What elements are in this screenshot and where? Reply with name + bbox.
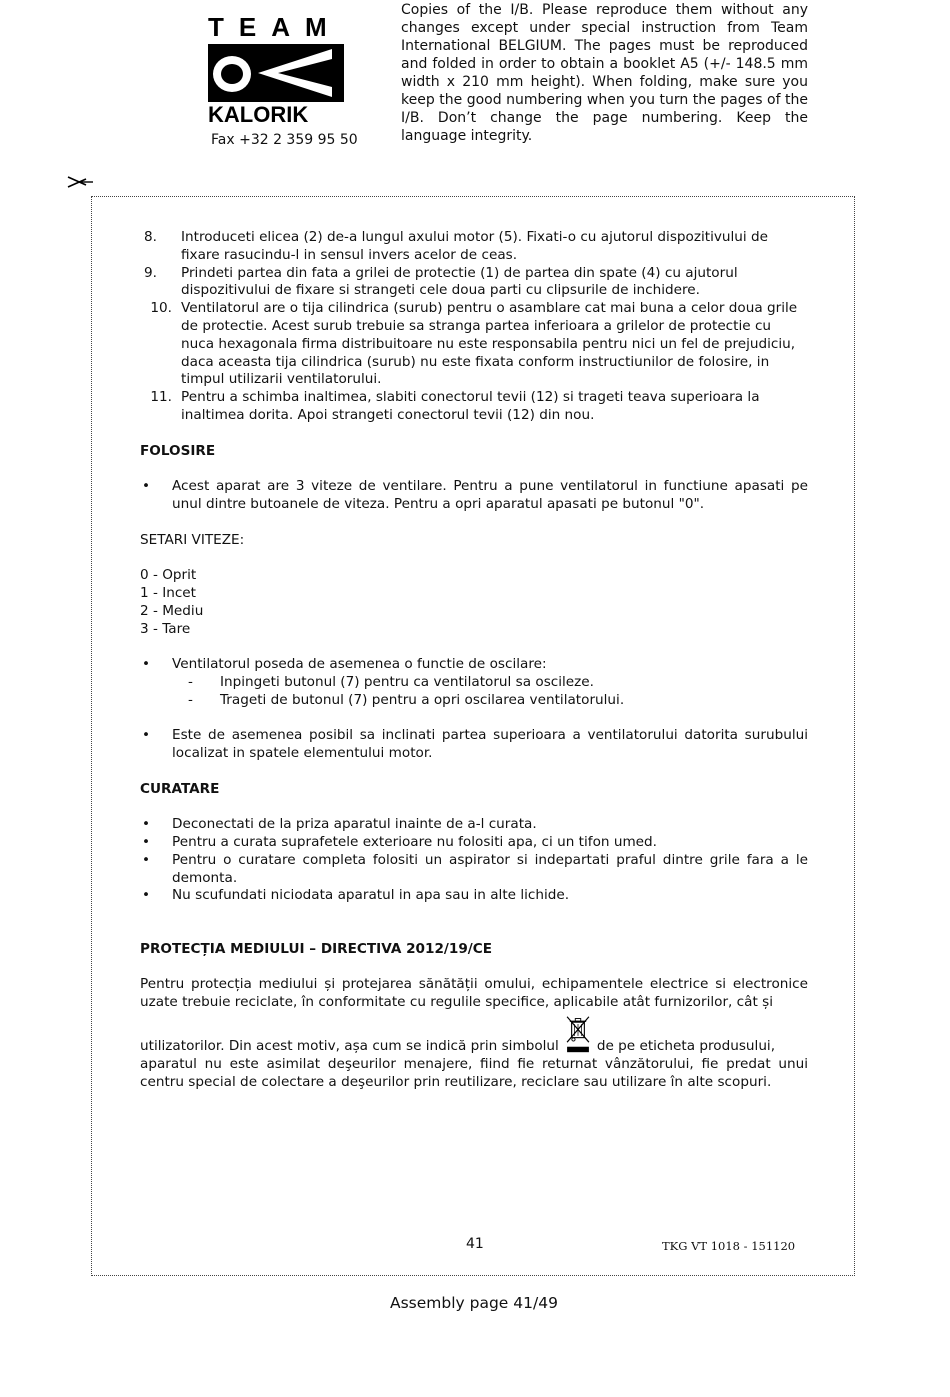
list-item-text: Pentru a curata suprafetele exterioare nu folositi apa, ci un tifon umed. — [172, 834, 657, 851]
environment-text-before-symbol: utilizatorilor. Din acest motiv, așa cum se indică prin simbolul — [140, 1038, 559, 1055]
kalorik-logo — [208, 14, 348, 126]
list-item-text: Pentru o curatare completa folositi un aspirator si indepartati praful dintre grile fara a le demonta. — [172, 851, 808, 886]
sub-list-item-text: Inpingeti butonul (7) pentru ca ventilatorul sa oscileze. — [220, 673, 594, 690]
list-item — [140, 834, 808, 852]
fax-number: Fax +32 2 359 95 50 — [211, 132, 358, 148]
logo-k-mark-icon — [208, 44, 344, 102]
step-text: Pentru a schimba inaltimea, slabiti conectorul tevii (12) si trageti teava superioara la inaltimea dorita. Apoi strangeti conectorul tevii (12) din nou. — [181, 389, 760, 423]
document-reference: TKG VT 1018 - 151120 — [662, 1239, 796, 1253]
logo-brand-text: KALORIK — [208, 102, 309, 127]
step-item — [140, 265, 808, 301]
bullet-icon: • — [142, 887, 151, 904]
step-item — [140, 300, 808, 389]
sub-list-item — [140, 674, 808, 692]
step-text: Ventilatorul are o tija cilindrica (surub) pentru o asamblare cat mai buna a celor doua grile de protectie. Acest surub trebuie sa stranga partea inferioara a grilelor de protectie cu nuca hexagonala firma distribuitoare nu este responsabila pentru nici un fel de prejudiciu, daca aceasta tija cilindrica (surub) nu este fixata conform instructiunilor de folosire, in timpul utilizarii ventilatorului. — [181, 300, 798, 388]
step-number: 11. — [150, 389, 172, 406]
list-item-text: Este de asemenea posibil sa inclinati partea superioara a ventilatorului datorita surubului localizat in spatele elementului motor. — [172, 727, 808, 762]
list-item — [140, 478, 808, 514]
list-item-text: Acest aparat are 3 viteze de ventilare. Pentru a pune ventilatorul in functiune apasati pe unul dintre butoanele de viteza. Pentru a opri aparatul apasati pe butonul "0". — [172, 478, 808, 512]
environment-paragraph-symbol-line — [140, 1014, 808, 1056]
bullet-icon: • — [142, 727, 151, 744]
section-heading-mediu: PROTECȚIA MEDIULUI – DIRECTIVA 2012/19/CE — [140, 940, 493, 957]
list-item — [140, 727, 808, 763]
section-heading-folosire: FOLOSIRE — [140, 442, 216, 459]
step-number: 10. — [150, 300, 172, 317]
list-item — [140, 656, 808, 674]
manual-content — [140, 229, 808, 1091]
list-item-text: Nu scufundati niciodata aparatul in apa sau in alte lichide. — [172, 887, 570, 904]
bullet-icon: • — [142, 834, 151, 851]
sub-list-item-text: Trageti de butonul (7) pentru a opri oscilarea ventilatorului. — [220, 691, 625, 708]
list-item — [140, 816, 808, 834]
speed-settings-title: SETARI VITEZE: — [140, 531, 245, 548]
page-number: 41 — [466, 1236, 484, 1252]
reproduction-instructions: Copies of the I/B. Please reproduce them without any changes except under special instruction from Team International BELGIUM. The pages must be reproduced and folded in order to obtain a booklet A5 (+/- 148.5 mm width x 210 mm height). When folding, make sure you keep the good numbering when you turn the pages of the I/B. Don’t change the page numbering. Keep the language integrity. — [401, 2, 808, 144]
step-text: Prindeti partea din fata a grilei de protectie (1) de partea din spate (4) cu ajutorul dispozitivului de fixare si strangeti cele doua parti cu clipsurile de inchidere. — [181, 264, 738, 299]
dash-icon: - — [188, 673, 193, 690]
scissors-icon — [66, 174, 94, 190]
list-item-text: Ventilatorul poseda de asemenea o functie de oscilare: — [172, 656, 547, 673]
environment-text-after-symbol: de pe eticheta produsului, — [596, 1038, 776, 1055]
step-number: 9. — [144, 264, 157, 281]
bullet-icon: • — [142, 478, 151, 495]
bullet-icon: • — [142, 851, 151, 868]
speed-setting: 3 - Tare — [140, 620, 191, 637]
step-text: Introduceti elicea (2) de-a lungul axului motor (5). Fixati-o cu ajutorul dispozitivului de fixare rasucindu-l in sensul invers acelor de ceas. — [181, 229, 769, 263]
logo-team-text: TEAM — [208, 12, 342, 42]
list-item — [140, 852, 808, 888]
crossed-out-bin-icon — [563, 1014, 593, 1054]
step-item — [140, 389, 808, 425]
speed-setting: 0 - Oprit — [140, 567, 197, 584]
speed-setting: 1 - Incet — [140, 584, 196, 601]
speed-setting: 2 - Mediu — [140, 602, 204, 619]
environment-paragraph-end: aparatul nu este asimilat deşeurilor menajere, fiind fie returnat vânzătorului, fie predat unui centru special de colectare a deşeurilor prin reutilizare, reciclare sau utilizare în alte scopuri. — [140, 1055, 808, 1090]
assembly-page-label: Assembly page 41/49 — [390, 1294, 558, 1312]
step-number: 8. — [144, 229, 157, 245]
sub-list-item — [140, 692, 808, 710]
list-item — [140, 887, 808, 905]
dash-icon: - — [188, 691, 193, 708]
section-heading-curatare: CURATARE — [140, 780, 220, 797]
bullet-icon: • — [142, 656, 151, 673]
step-item — [140, 229, 808, 265]
list-item-text: Deconectati de la priza aparatul inainte de a-l curata. — [172, 816, 537, 833]
environment-paragraph: Pentru protecția mediului și protejarea sănătății omului, echipamentele electrice si electronice uzate trebuie reciclate, în conformitate cu regulile specifice, aplicabile atât furnizorilor, cât și — [140, 976, 808, 1011]
bullet-icon: • — [142, 816, 151, 833]
